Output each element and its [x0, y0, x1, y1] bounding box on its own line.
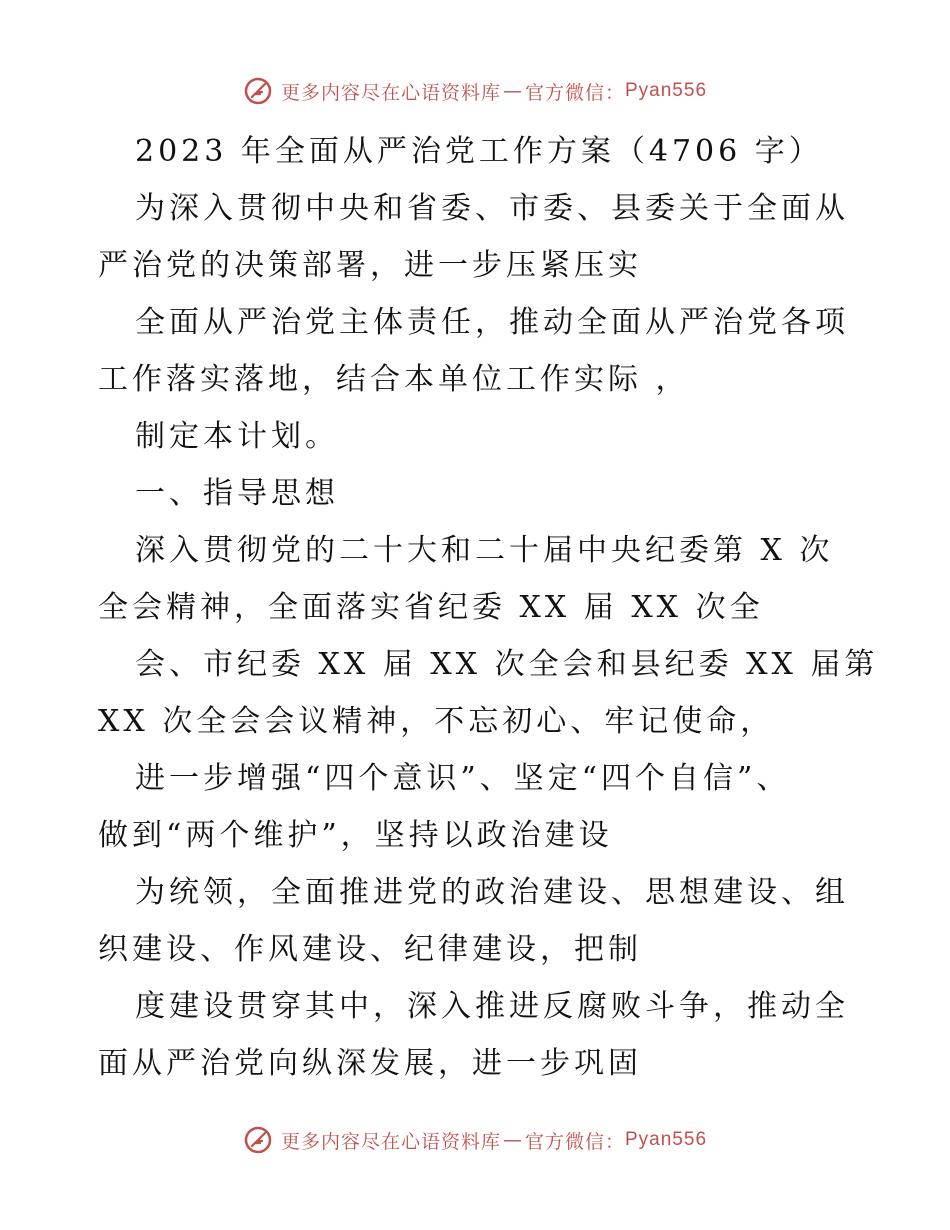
- watermark-dash: —: [502, 1129, 523, 1151]
- paragraph-line: 为深入贯彻中央和省委、市委、县委关于全面从: [135, 191, 849, 226]
- watermark-main-text: 更多内容尽在心语资料库: [280, 1130, 501, 1153]
- watermark-sub-text: 官方微信：: [524, 81, 625, 104]
- paragraph-line: XX 次全会会议精神，不忘初心、牢记使命，: [98, 704, 775, 739]
- paragraph-line: 严治党的决策部署，进一步压紧压实: [98, 248, 642, 283]
- paragraph-line: 进一步增强“四个意识”、坚定“四个自信”、: [135, 761, 791, 796]
- paragraph-line: 做到“两个维护”，坚持以政治建设: [98, 818, 613, 853]
- paragraph-line: 工作落实落地，结合本单位工作实际 ，: [98, 362, 690, 397]
- document-title: 2023 年全面从严治党工作方案（4706 字）: [135, 134, 823, 169]
- watermark-header: [0, 76, 950, 106]
- document-body: [98, 123, 879, 1092]
- paragraph-line: 织建设、作风建设、纪律建设，把制: [98, 932, 642, 967]
- paragraph-line: 度建设贯穿其中，深入推进反腐败斗争，推动全: [135, 989, 849, 1024]
- paragraph-line: 会、市纪委 XX 届 XX 次全会和县纪委 XX 届第: [135, 647, 879, 682]
- watermark-wechat-id: Pyan556: [625, 80, 708, 101]
- paragraph-line: 为统领，全面推进党的政治建设、思想建设、组: [135, 875, 849, 910]
- paragraph-line: 深入贯彻党的二十大和二十届中央纪委第 X 次: [135, 533, 834, 568]
- watermark-sub-text: 官方微信：: [524, 1130, 625, 1153]
- paragraph-line: 面从严治党向纵深发展，进一步巩固: [98, 1046, 642, 1081]
- quill-feather-logo-icon: [243, 1125, 273, 1155]
- watermark-wechat-id: Pyan556: [625, 1129, 708, 1150]
- paragraph-line: 全面从严治党主体责任，推动全面从严治党各项: [135, 305, 849, 340]
- watermark-dash: —: [502, 80, 523, 102]
- paragraph-line: 制定本计划。: [135, 419, 339, 454]
- quill-feather-logo-icon: [243, 76, 273, 106]
- watermark-footer: [0, 1125, 950, 1155]
- watermark-main-text: 更多内容尽在心语资料库: [280, 81, 501, 104]
- paragraph-line: 全会精神，全面落实省纪委 XX 届 XX 次全: [98, 590, 764, 625]
- section-heading: 一、指导思想: [135, 476, 339, 511]
